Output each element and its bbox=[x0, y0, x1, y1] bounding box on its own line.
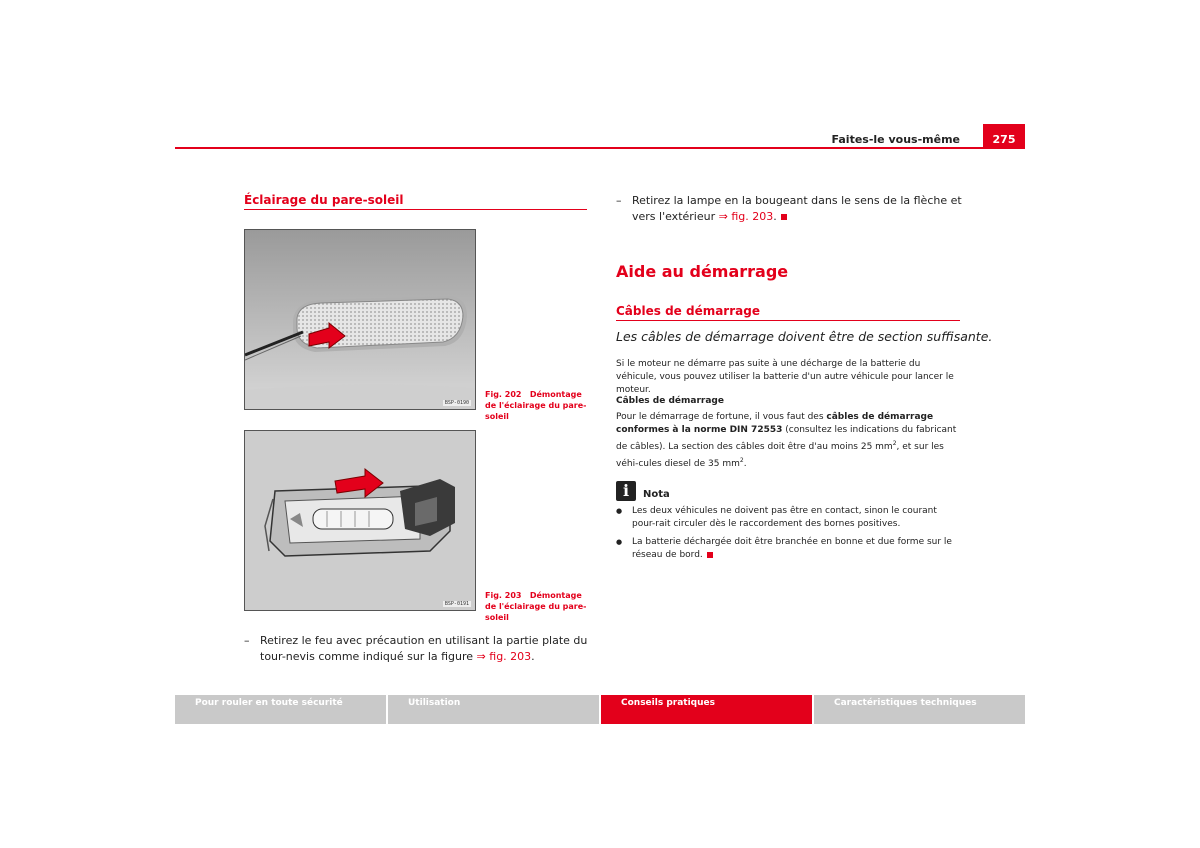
cables-text-2: (consultez les indications du fabricant de câbles). La section des câbles doit être d'au moins 25 mm bbox=[616, 425, 957, 452]
footer-navigation bbox=[175, 695, 1025, 724]
figure-code: BSP-0191 bbox=[444, 601, 469, 607]
end-marker-icon bbox=[781, 214, 787, 220]
caption-number: Fig. 202 bbox=[485, 390, 522, 399]
tab-technical-data[interactable]: Caractéristiques techniques bbox=[814, 695, 1025, 724]
superscript: 2 bbox=[892, 440, 897, 447]
step-period: . bbox=[531, 650, 535, 663]
step-dash: – bbox=[616, 194, 622, 207]
superscript: 2 bbox=[739, 457, 744, 464]
note-bullet-2 bbox=[616, 536, 960, 562]
lamp-removal-illustration bbox=[245, 431, 476, 611]
bullet-icon: ● bbox=[616, 507, 623, 515]
cables-bold-text: câbles de démarrage conformes à la norme DIN 72553 bbox=[616, 412, 934, 435]
caption-text: Démontage de l'éclairage du pare-soleil bbox=[485, 390, 587, 421]
cables-text-4: . bbox=[743, 459, 747, 469]
section-title: Éclairage du pare-soleil bbox=[244, 193, 587, 210]
bullet-text: La batterie déchargée doit être branchée en bonne et due forme sur le réseau de bord. bbox=[632, 537, 952, 560]
note-label: Nota bbox=[643, 489, 670, 500]
figure-202 bbox=[244, 229, 476, 410]
lead-text: Les câbles de démarrage doivent être de section suffisante. bbox=[616, 329, 993, 344]
bullet-text: Les deux véhicules ne doivent pas être en contact, sinon le courant pour-rait circuler dès le raccordement des bornes positives. bbox=[632, 506, 937, 529]
figure-202-caption bbox=[485, 389, 595, 422]
sun-visor-light-illustration bbox=[245, 230, 476, 410]
cables-text-1: Pour le démarrage de fortune, il vous faut des bbox=[616, 412, 827, 422]
cables-heading: Câbles de démarrage bbox=[616, 396, 724, 406]
tab-safety[interactable]: Pour rouler en toute sécurité bbox=[175, 695, 388, 724]
end-marker-icon bbox=[707, 552, 713, 558]
running-header-title: Faites-le vous-même bbox=[831, 133, 960, 146]
cables-paragraph bbox=[616, 411, 960, 471]
step-period: . bbox=[773, 210, 777, 223]
intro-paragraph: Si le moteur ne démarre pas suite à une décharge de la batterie du véhicule, vous pouvez utiliser la batterie d'un autre véhicule pour lancer le moteur. bbox=[616, 359, 954, 395]
figure-203 bbox=[244, 430, 476, 611]
info-icon: i bbox=[616, 481, 636, 501]
step-remove-lamp bbox=[616, 193, 962, 225]
caption-text: Démontage de l'éclairage du pare-soleil bbox=[485, 591, 587, 622]
section-title: Câbles de démarrage bbox=[616, 304, 960, 321]
figure-link[interactable]: ⇒ fig. 203 bbox=[718, 210, 774, 223]
bullet-icon: ● bbox=[616, 538, 623, 546]
step-dash: – bbox=[244, 634, 250, 647]
cables-text-3: , et sur les véhi-cules diesel de 35 mm bbox=[616, 442, 944, 469]
figure-203-caption bbox=[485, 590, 595, 623]
page-number: 275 bbox=[983, 124, 1025, 148]
tab-operation[interactable]: Utilisation bbox=[388, 695, 601, 724]
figure-link[interactable]: ⇒ fig. 203 bbox=[476, 650, 532, 663]
caption-number: Fig. 203 bbox=[485, 591, 522, 600]
note-bullet-1 bbox=[616, 505, 960, 531]
tab-practical-tips[interactable]: Conseils pratiques bbox=[601, 695, 814, 724]
chapter-title: Aide au démarrage bbox=[616, 262, 789, 281]
header-rule bbox=[175, 147, 1025, 149]
step-text: Retirez la lampe en la bougeant dans le sens de la flèche et vers l'extérieur bbox=[632, 194, 962, 223]
figure-code: BSP-0190 bbox=[444, 400, 469, 406]
step-remove-light bbox=[244, 633, 590, 665]
step-text: Retirez le feu avec précaution en utilisant la partie plate du tour-nevis comme indiqué sur la figure bbox=[260, 634, 588, 663]
